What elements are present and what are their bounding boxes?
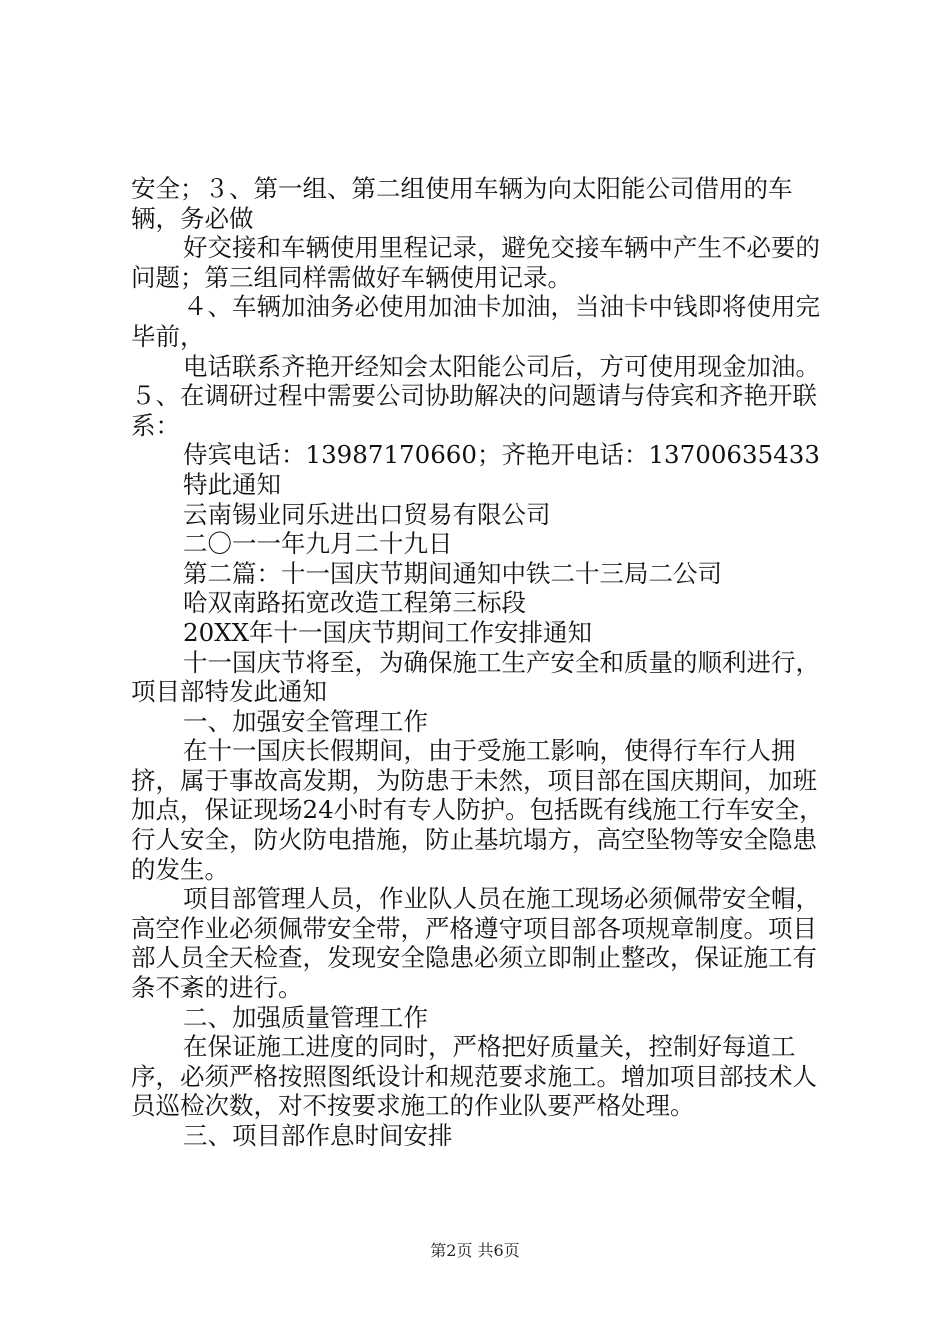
paragraph: 20XX年十一国庆节期间工作安排通知	[183, 617, 593, 647]
page-number: 第2页 共6页	[430, 1241, 520, 1260]
paragraph: 特此通知	[183, 469, 281, 499]
document-body	[131, 174, 831, 1151]
paragraph: 第二篇：十一国庆节期间通知中铁二十三局二公司	[183, 558, 722, 588]
paragraph: 电话联系齐艳开经知会太阳能公司后，方可使用现金加油。５、在调研过程中需要公司协助解决的问题请与侍宾和齐艳开联系：	[131, 351, 820, 440]
paragraph: 十一国庆节将至，为确保施工生产安全和质量的顺利进行，项目部特发此通知	[131, 647, 820, 707]
paragraph: 项目部管理人员，作业队人员在施工现场必须佩带安全帽，高空作业必须佩带安全带，严格遵守项目部各项规章制度。项目部人员全天检查，发现安全隐患必须立即制止整改，保证施工有条不紊的进行。	[131, 884, 820, 1003]
paragraph: 云南锡业同乐进出口贸易有限公司	[183, 499, 551, 529]
paragraph: ４、车辆加油务必使用加油卡加油，当油卡中钱即将使用完毕前，	[131, 292, 820, 351]
paragraph: 在保证施工进度的同时，严格把好质量关，控制好每道工序，必须严格按照图纸设计和规范要求施工。增加项目部技术人员巡检次数，对不按要求施工的作业队要严格处理。	[131, 1032, 817, 1121]
paragraph: 二〇一一年九月二十九日	[183, 529, 453, 559]
paragraph: 侍宾电话：13987170660；齐艳开电话：13700635433	[183, 440, 820, 470]
paragraph: 哈双南路拓宽改造工程第三标段	[183, 588, 526, 618]
section-heading: 二、加强质量管理工作	[183, 1002, 428, 1032]
paragraph: 安全；３、第一组、第二组使用车辆为向太阳能公司借用的车辆，务必做	[131, 174, 793, 233]
paragraph: 好交接和车辆使用里程记录，避免交接车辆中产生不必要的问题；第三组同样需做好车辆使用记录。	[131, 233, 820, 292]
section-heading: 三、项目部作息时间安排	[183, 1121, 453, 1150]
paragraph: 在十一国庆长假期间，由于受施工影响，使得行车行人拥挤，属于事故高发期，为防患于未然，项目部在国庆期间，加班加点，保证现场24小时有专人防护。包括既有线施工行车安全，行人安全，防火防电措施，防止基坑塌方，高空坠物等安全隐患的发生。	[131, 736, 824, 884]
section-heading: 一、加强安全管理工作	[183, 706, 428, 736]
